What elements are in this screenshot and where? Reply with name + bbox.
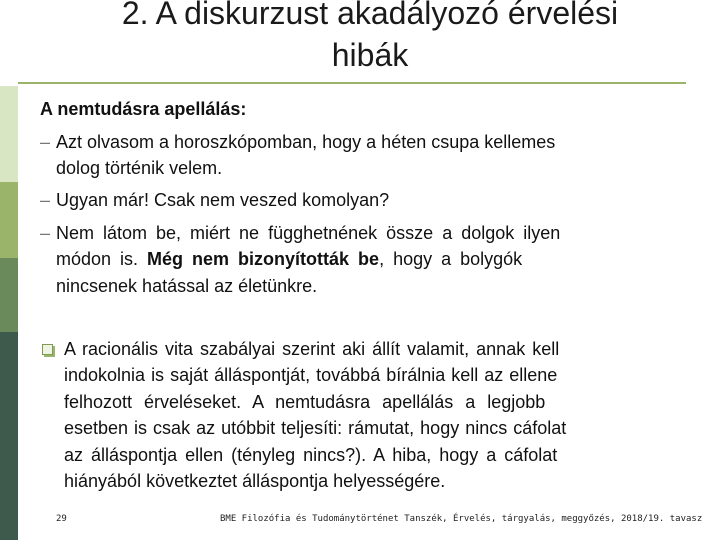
emphasis-text: Még nem bizonyították be xyxy=(147,249,380,269)
item-3-line-2-end: , hogy a bolygók xyxy=(379,249,523,269)
side-strip-dark-green xyxy=(0,332,18,540)
item-3-line-2 xyxy=(56,248,522,270)
title-line-2: hibák xyxy=(331,37,409,73)
dash-bullet-icon: – xyxy=(40,132,51,152)
item-2-line-1: Ugyan már! Csak nem veszed komolyan? xyxy=(56,190,390,210)
bullet-line-1: A racionális vita szabályai szerint aki állít valamit, annak kell xyxy=(64,339,560,359)
item-3-line-3: nincsenek hatással az életünkre. xyxy=(56,276,318,296)
side-strip-light-green xyxy=(0,86,18,182)
bullet-line-4: esetben is csak az utóbbit teljesíti: rámutat, hogy nincs cáfolat xyxy=(64,418,567,438)
square-bullet-icon xyxy=(42,344,53,355)
bullet-line-5: az álláspontja ellen (tényleg nincs?). A hiba, hogy a cáfolat xyxy=(64,445,558,465)
footer-text: BME Filozófia és Tudománytörténet Tanszék, Érvelés, tárgyalás, meggyőzés, 2018/19. tavasz xyxy=(220,514,703,524)
item-3-line-1: Nem látom be, miért ne függhetnének össze a dolgok ilyen xyxy=(56,223,561,243)
title-divider xyxy=(18,82,686,84)
side-strip-olive xyxy=(0,258,18,332)
slide-title xyxy=(40,0,700,76)
bullet-line-3: felhozott érveléseket. A nemtudásra apellálás a legjobb xyxy=(64,392,546,412)
item-3-line-2-start: módon is. xyxy=(56,249,148,269)
item-1-line-1: Azt olvasom a horoszkópomban, hogy a héten csupa kellemes xyxy=(56,132,556,152)
side-strip-white xyxy=(0,0,18,86)
item-1-line-2: dolog történik velem. xyxy=(56,158,223,178)
page-number: 29 xyxy=(56,514,67,524)
title-line-1: 2. A diskurzust akadályozó érvelési xyxy=(121,0,619,31)
dash-bullet-icon: – xyxy=(40,223,51,243)
bullet-line-6: hiányából következtet álláspontja helyességére. xyxy=(64,471,446,491)
bullet-line-2: indokolnia is saját álláspontját, továbbá bírálnia kell az ellene xyxy=(64,365,558,385)
section-heading: A nemtudásra apellálás: xyxy=(40,99,247,119)
dash-bullet-icon: – xyxy=(40,190,51,210)
side-strip-green xyxy=(0,182,18,258)
